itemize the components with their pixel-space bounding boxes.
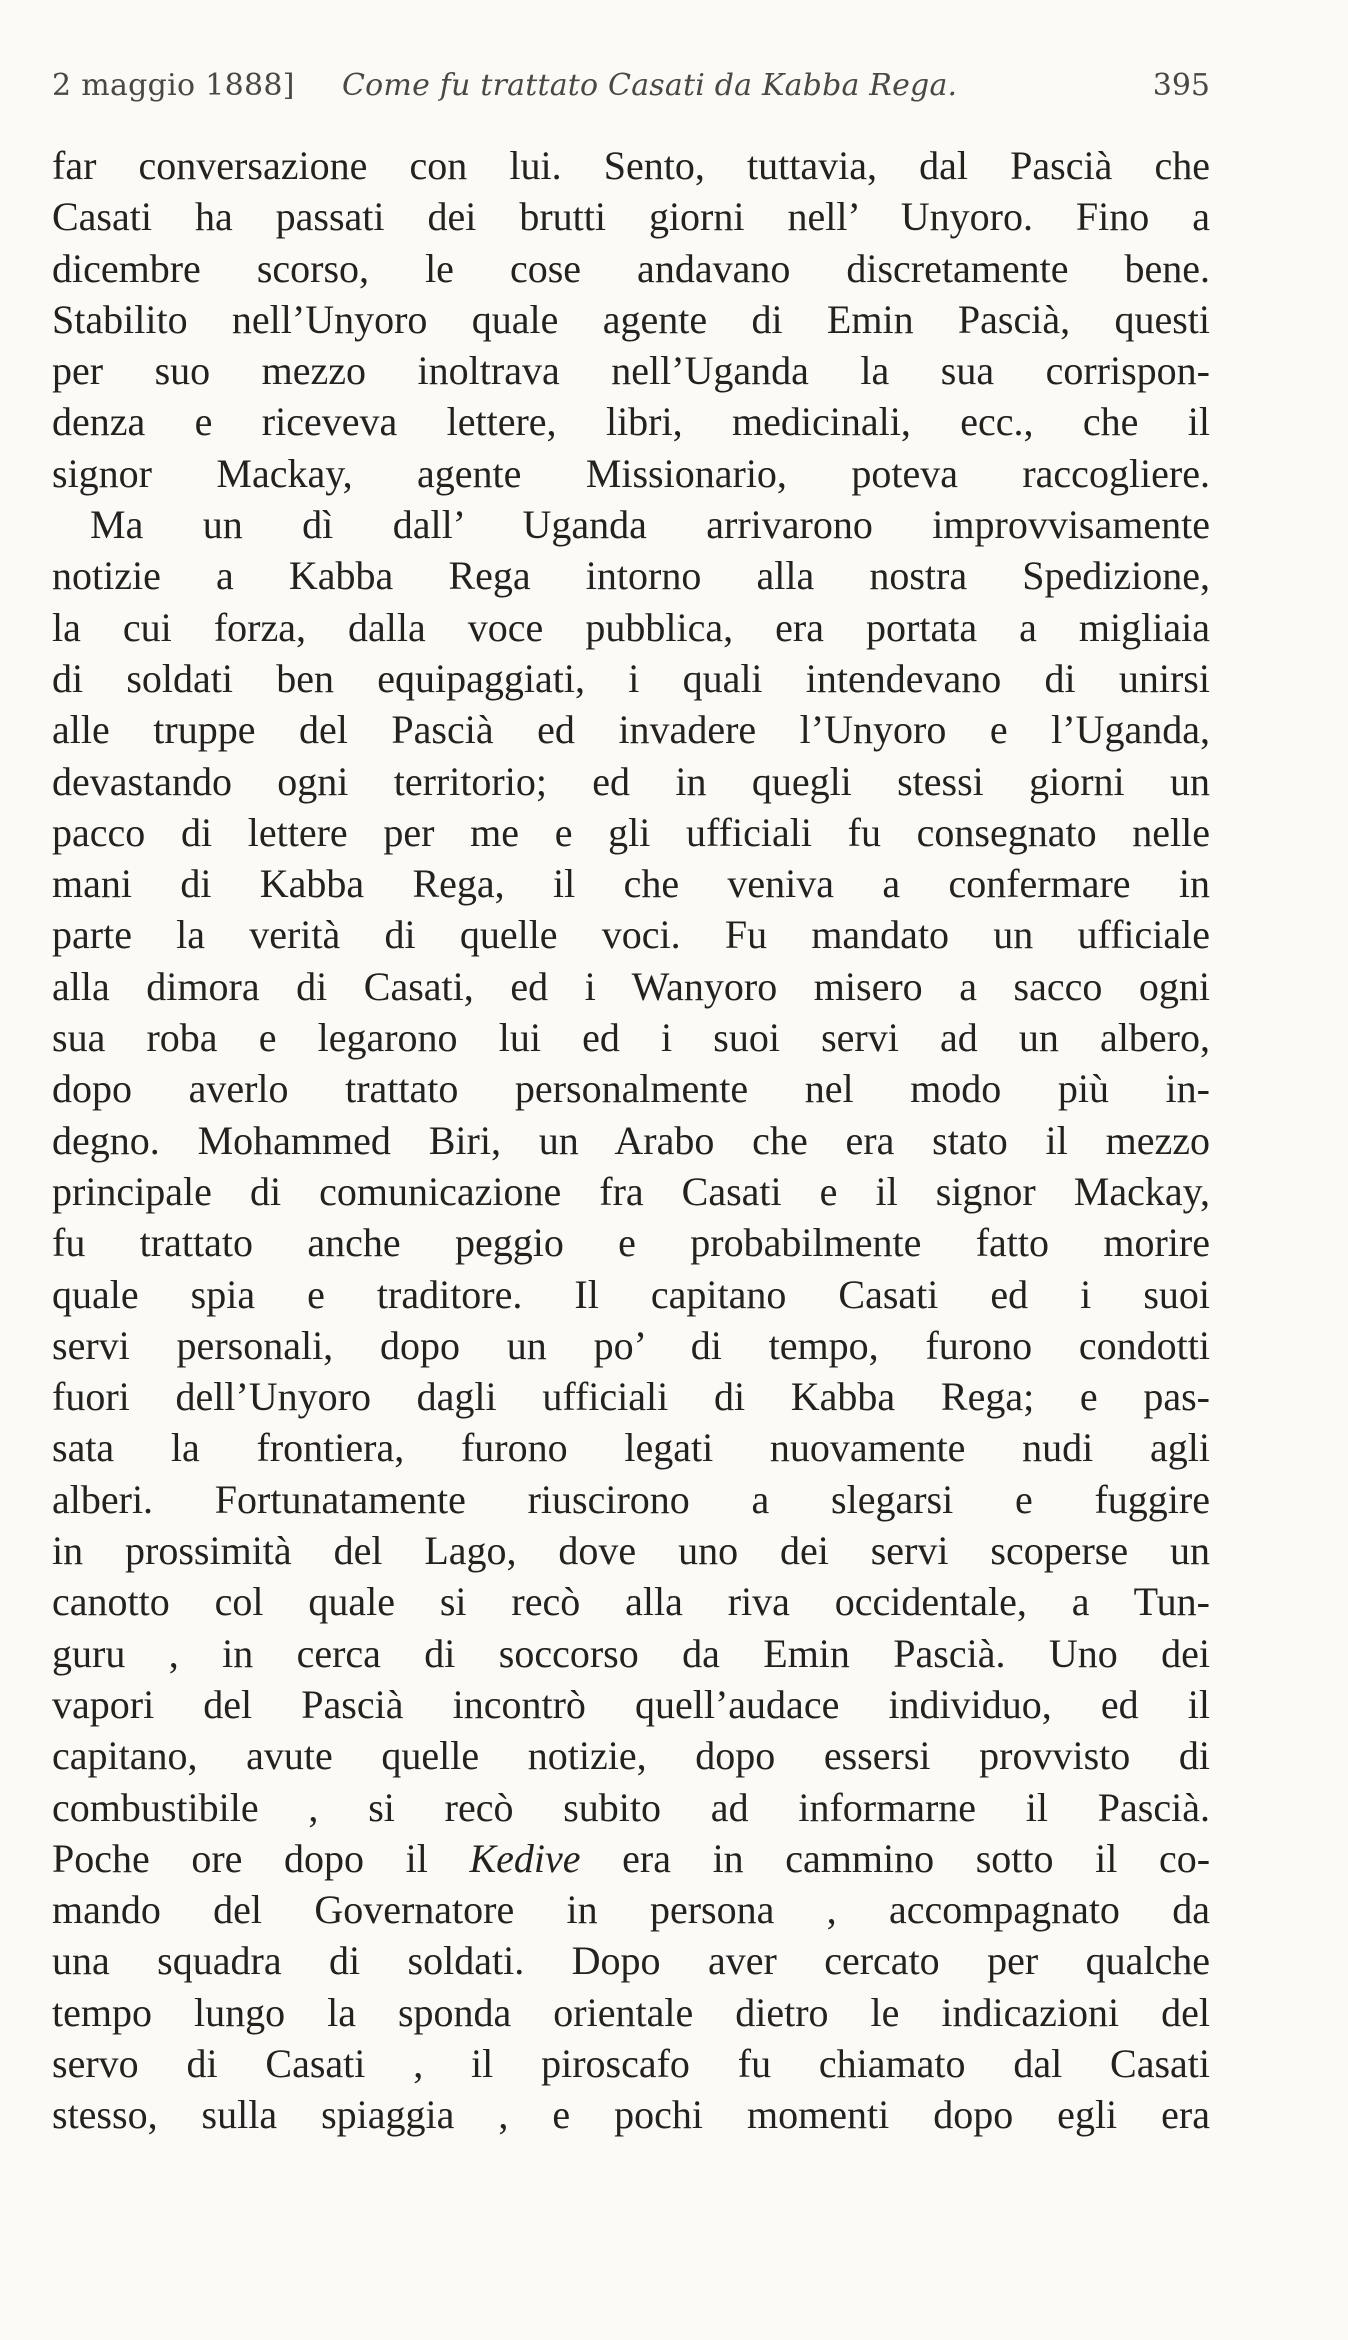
text-line: vapori del Pascià incontrò quell’audace individuo, ed il	[52, 1681, 1210, 1727]
text-line: sata la frontiera, furono legati nuovamente nudi agli	[52, 1425, 1210, 1471]
text-line: principale di comunicazione fra Casati e il signor Mackay,	[52, 1168, 1210, 1214]
text-line: una squadra di soldati. Dopo aver cercato per qualche	[52, 1938, 1210, 1984]
running-head-date: 2 maggio 1888]	[52, 68, 295, 103]
book-page	[52, 62, 1210, 2141]
text-line: fuori dell’Unyoro dagli ufficiali di Kabba Rega; e pas-	[52, 1374, 1210, 1420]
text-line: per suo mezzo inoltrava nell’Uganda la sua corrispon-	[52, 348, 1210, 394]
text-line: di soldati ben equipaggiati, i quali intendevano di unirsi	[52, 655, 1210, 701]
text-line: combustibile , si recò subito ad informarne il Pascià.	[52, 1784, 1210, 1830]
text-line: sua roba e legarono lui ed i suoi servi ad un albero,	[52, 1015, 1210, 1061]
text-line: parte la verità di quelle voci. Fu mandato un ufficiale	[52, 912, 1210, 958]
text-line: far conversazione con lui. Sento, tuttavia, dal Pascià che	[52, 143, 1210, 188]
running-head-title: Come fu trattato Casati da Kabba Rega.	[342, 68, 958, 103]
text-line: fu trattato anche peggio e probabilmente fatto morire	[52, 1220, 1210, 1266]
ship-name: Kedive	[469, 1835, 581, 1881]
text-line: denza e riceveva lettere, libri, medicinali, ecc., che il	[52, 399, 1210, 445]
text-line: Ma un dì dall’ Uganda arrivarono improvvisamente	[90, 502, 1210, 548]
text-line: guru , in cerca di soccorso da Emin Pascià. Uno dei	[52, 1630, 1210, 1676]
text-line: tempo lungo la sponda orientale dietro le indicazioni del	[52, 1989, 1210, 2035]
text-line: Stabilito nell’Unyoro quale agente di Emin Pascià, questi	[52, 296, 1210, 342]
text-segment: era in cammino sotto il co-	[622, 1835, 1210, 1881]
text-line: devastando ogni territorio; ed in quegli stessi giorni un	[52, 758, 1210, 804]
text-line: degno. Mohammed Biri, un Arabo che era stato il mezzo	[52, 1117, 1210, 1163]
text-line: quale spia e traditore. Il capitano Casati ed i suoi	[52, 1271, 1210, 1317]
text-line: alle truppe del Pascià ed invadere l’Unyoro e l’Uganda,	[52, 707, 1210, 753]
running-head	[52, 62, 1210, 118]
text-line: mani di Kabba Rega, il che veniva a confermare in	[52, 861, 1210, 907]
text-line: canotto col quale si recò alla riva occidentale, a Tun-	[52, 1579, 1210, 1625]
text-line: in prossimità del Lago, dove uno dei servi scoperse un	[52, 1528, 1210, 1574]
text-line	[52, 1833, 1210, 1884]
text-line: alberi. Fortunatamente riuscirono a slegarsi e fuggire	[52, 1476, 1210, 1522]
text-line: servi personali, dopo un po’ di tempo, furono condotti	[52, 1322, 1210, 1368]
text-line: dopo averlo trattato personalmente nel modo più in-	[52, 1066, 1210, 1112]
text-line: Casati ha passati dei brutti giorni nell’ Unyoro. Fino a	[52, 194, 1210, 240]
text-segment: Poche ore dopo il	[52, 1835, 428, 1881]
text-line: mando del Governatore in persona , accompagnato da	[52, 1887, 1210, 1933]
text-line: la cui forza, dalla voce pubblica, era portata a migliaia	[52, 604, 1210, 650]
page-number: 395	[1152, 68, 1210, 103]
text-line: notizie a Kabba Rega intorno alla nostra Spedizione,	[52, 553, 1210, 599]
body-text	[52, 140, 1210, 2141]
text-line: alla dimora di Casati, ed i Wanyoro misero a sacco ogni	[52, 963, 1210, 1009]
text-line: dicembre scorso, le cose andavano discretamente bene.	[52, 245, 1210, 291]
text-line: servo di Casati , il piroscafo fu chiamato dal Casati	[52, 2040, 1210, 2086]
text-line: capitano, avute quelle notizie, dopo essersi provvisto di	[52, 1733, 1210, 1779]
text-line: signor Mackay, agente Missionario, poteva raccogliere.	[52, 450, 1210, 496]
text-line: pacco di lettere per me e gli ufficiali fu consegnato nelle	[52, 809, 1210, 855]
text-line: stesso, sulla spiaggia , e pochi momenti dopo egli era	[52, 2092, 1210, 2138]
